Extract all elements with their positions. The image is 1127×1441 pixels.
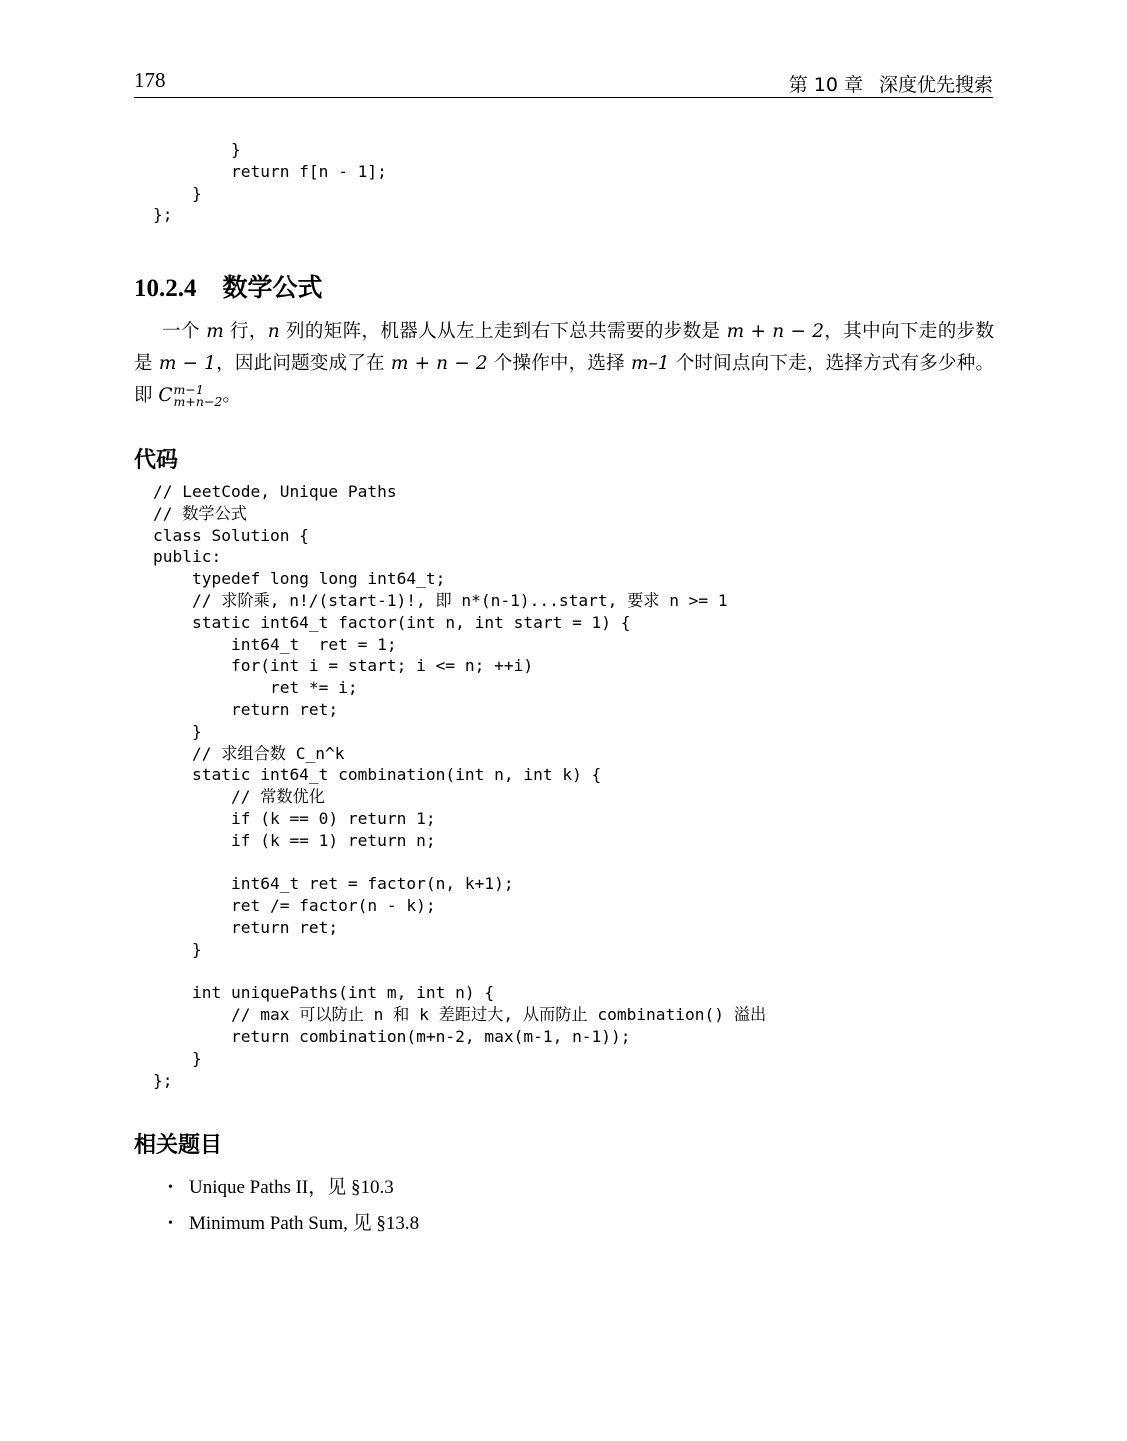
code-line: // 求组合数 C_n^k — [153, 743, 345, 763]
section-heading — [134, 268, 323, 304]
chapter-title: 深度优先搜索 — [878, 74, 993, 96]
math-subscript: m+n−2 — [173, 394, 223, 409]
code-line: ret /= factor(n - k); — [153, 896, 436, 916]
code-line: static int64_t factor(int n, int start = 1) { — [153, 612, 631, 632]
code-line: } — [153, 183, 202, 203]
code-line: } — [153, 1048, 202, 1068]
combination-formula — [158, 384, 222, 408]
running-head — [789, 70, 993, 97]
math-var: n — [267, 321, 280, 342]
chapter-number: 第 10 章 — [788, 74, 863, 96]
math-expression: m–1 — [631, 353, 670, 374]
code-line: }; — [153, 1070, 173, 1090]
code-line: int64_t ret = factor(n, k+1); — [153, 874, 514, 894]
section-title: 数学公式 — [222, 273, 323, 302]
math-superscript: m−1 — [173, 382, 204, 397]
code-line: } — [153, 939, 202, 959]
text: 个操作中，选择 — [487, 353, 631, 374]
math-var: C — [158, 385, 173, 406]
code-line: return ret; — [153, 699, 339, 719]
related-heading: 相关题目 — [134, 1133, 223, 1158]
text: 一个 — [161, 321, 207, 342]
code-line: static int64_t combination(int n, int k) { — [153, 765, 602, 785]
code-line: public: — [153, 547, 222, 567]
code-line: }; — [153, 205, 173, 225]
text: 列的矩阵，机器人从左上走到右下总共需要的步数是 — [279, 321, 727, 342]
math-expression: m − 1 — [158, 353, 216, 374]
code-line: if (k == 0) return 1; — [153, 808, 436, 828]
code-line: class Solution { — [153, 525, 309, 545]
code-block-main — [153, 481, 766, 1091]
code-line: } — [153, 140, 241, 159]
code-line: int uniquePaths(int m, int n) { — [153, 983, 495, 1003]
code-line: return ret; — [153, 917, 339, 937]
math-var: m — [206, 321, 224, 342]
code-block-top — [153, 139, 387, 226]
code-line: return f[n - 1]; — [153, 161, 387, 181]
text: ，因此问题变成了在 — [215, 353, 391, 374]
code-line: // max 可以防止 n 和 k 差距过大, 从而防止 combination() 溢出 — [153, 1005, 767, 1025]
code-line: ret *= i; — [153, 678, 358, 698]
code-line: return combination(m+n-2, max(m-1, n-1)); — [153, 1026, 631, 1046]
code-line: } — [153, 721, 202, 741]
related-link[interactable]: Unique Paths II，见 §10.3 — [189, 1177, 394, 1198]
text: 。 — [222, 385, 241, 406]
code-line: if (k == 1) return n; — [153, 830, 436, 850]
text: ，其中向下走的步数是 — [134, 321, 994, 374]
code-heading: 代码 — [134, 448, 179, 473]
code-line: // LeetCode, Unique Paths — [153, 482, 397, 501]
math-expression: m + n − 2 — [726, 321, 824, 342]
code-line: // 数学公式 — [153, 503, 247, 523]
related-link[interactable]: Minimum Path Sum, 见 §13.8 — [189, 1213, 420, 1234]
page-number: 178 — [134, 68, 166, 92]
list-item — [168, 1174, 419, 1210]
text: 个时间点向下走，选择方式有多少种。即 — [134, 353, 994, 406]
header-rule — [134, 97, 993, 98]
bullet-icon: • — [168, 1180, 173, 1195]
list-item — [168, 1210, 419, 1246]
math-expression: m + n − 2 — [390, 353, 488, 374]
code-line: // 求阶乘, n!/(start-1)!, 即 n*(n-1)...start, 要求 n >= 1 — [153, 590, 728, 610]
code-line: int64_t ret = 1; — [153, 634, 397, 654]
code-line: typedef long long int64_t; — [153, 569, 446, 589]
section-number: 10.2.4 — [134, 275, 197, 302]
body-paragraph — [134, 316, 994, 412]
code-line: for(int i = start; i <= n; ++i) — [153, 656, 534, 676]
code-line: // 常数优化 — [153, 787, 325, 807]
text: 行， — [223, 321, 268, 342]
related-list — [168, 1174, 419, 1246]
bullet-icon: • — [168, 1216, 173, 1231]
